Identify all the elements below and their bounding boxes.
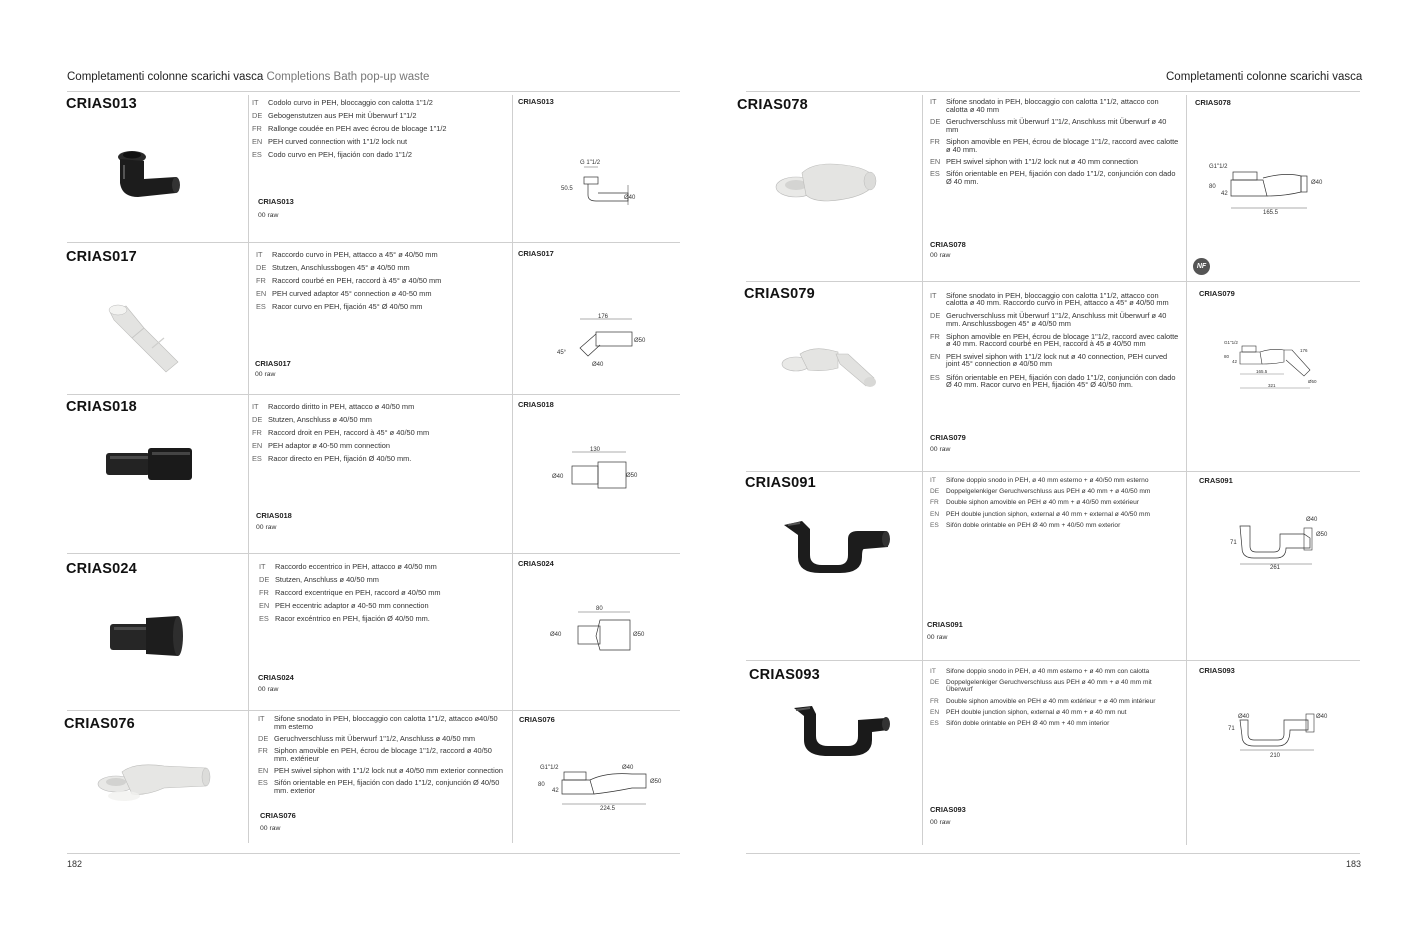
- desc-text: Rallonge coudée en PEH avec écrou de blocage 1"1/2: [268, 124, 447, 133]
- dim-label: 130: [590, 447, 601, 453]
- drawing-code: CRAS091: [1199, 476, 1233, 485]
- row-sep: [67, 710, 680, 711]
- lang-code: DE: [252, 111, 263, 120]
- desc-text: PEH swivel siphon with 1"1/2 lock nut ø 40 mm connection: [946, 157, 1138, 166]
- dim-label: Ø40: [552, 474, 564, 480]
- dim-label: Ø40: [622, 765, 634, 771]
- left-page-header: [67, 71, 429, 83]
- lang-code: DE: [256, 263, 267, 272]
- lang-code: DE: [930, 488, 940, 496]
- product-description: [930, 292, 1180, 394]
- dim-label: Ø50: [634, 338, 646, 344]
- dim-label: Ø40: [1316, 714, 1328, 720]
- dim-label: 176: [1300, 348, 1308, 353]
- left-header-rule: [67, 91, 680, 92]
- desc-text: Siphon amovible en PEH, écrou de blocage 1"1/2, raccord ø 40/50 mm. extérieur: [274, 746, 492, 763]
- left-col-sep-2: [512, 95, 513, 843]
- dim-label: G1"1/2: [1224, 340, 1238, 345]
- dim-label: 71: [1230, 540, 1237, 546]
- right-footer-rule: [746, 853, 1360, 854]
- lang-code: IT: [252, 402, 259, 411]
- product-ref: CRIAS024: [258, 673, 294, 682]
- drawing-code: CRIAS079: [1199, 289, 1235, 298]
- dim-label: 45°: [557, 350, 567, 356]
- dim-label: Ø50: [650, 779, 662, 785]
- dim-label: Ø40: [624, 195, 636, 201]
- desc-text: Sifone snodato in PEH, bloccaggio con calotta 1"1/2, attacco con calotta ø 40 mm: [946, 97, 1159, 114]
- dim-label: 176: [598, 314, 609, 320]
- desc-text: Geruchverschluss mit Überwurf 1"1/2, Anschluss mit Überwurf ø 40 mm. Anschlussbogen 45° ø 40/50 mm: [946, 311, 1167, 328]
- technical-drawing: [548, 600, 648, 665]
- product-description: [258, 715, 506, 799]
- dim-label: 42: [552, 788, 559, 794]
- right-col-sep-1: [922, 95, 923, 845]
- dim-label: G 1"1/2: [580, 160, 601, 166]
- desc-text: Sifón doble orintable en PEH Ø 40 mm + 40/50 mm exterior: [946, 521, 1121, 529]
- technical-drawing: [558, 155, 648, 210]
- dim-label: 224.5: [600, 806, 616, 812]
- lang-code: FR: [252, 124, 262, 133]
- drawing-code: CRIAS024: [518, 559, 554, 568]
- lang-code: FR: [258, 746, 268, 755]
- dim-label: 50.5: [561, 186, 573, 192]
- technical-drawing: [552, 312, 652, 377]
- product-code: CRIAS078: [737, 97, 808, 113]
- desc-text: Racor curvo en PEH, fijación 45° Ø 40/50 mm: [272, 302, 423, 311]
- lang-code: ES: [258, 778, 268, 787]
- lang-code: FR: [930, 697, 939, 705]
- desc-text: Sifone snodato in PEH, bloccaggio con calotta 1"1/2, attacco ø40/50 mm esterno: [274, 714, 498, 731]
- lang-code: EN: [930, 157, 941, 166]
- product-finish: 00 raw: [256, 524, 277, 531]
- product-finish: 00 raw: [258, 212, 279, 219]
- lang-code: FR: [252, 428, 262, 437]
- drawing-code: CRIAS017: [518, 249, 554, 258]
- lang-code: DE: [930, 679, 940, 687]
- product-photo-swivel-siphon: [772, 155, 887, 220]
- row-sep: [746, 660, 1360, 661]
- row-sep: [67, 394, 680, 395]
- lang-code: ES: [930, 521, 939, 529]
- product-description: [256, 250, 508, 315]
- dim-label: Ø40: [550, 632, 562, 638]
- product-code: CRIAS079: [744, 286, 815, 302]
- product-code: CRIAS013: [66, 96, 137, 112]
- technical-drawing: [1226, 512, 1336, 575]
- product-finish: 00 raw: [260, 825, 281, 832]
- dim-label: 80: [596, 606, 603, 612]
- technical-drawing: [1205, 158, 1335, 221]
- product-ref: CRIAS091: [927, 620, 963, 629]
- lang-code: IT: [930, 668, 936, 675]
- dim-label: 165.5: [1263, 210, 1279, 216]
- lang-code: DE: [930, 117, 941, 126]
- right-page-number: 183: [1346, 859, 1362, 869]
- product-photo-swivel-siphon-with-bend: [778, 340, 883, 400]
- desc-text: PEH double junction siphon, external ø 40 mm + ø 40 mm nut: [946, 708, 1127, 716]
- desc-text: Siphon amovible en PEH, écrou de blocage 1"1/2, raccord avec calotte ø 40 mm. Raccord courbé en PEH, raccord à 45 ø 40/50 mm: [946, 331, 1179, 349]
- dim-label: Ø50: [633, 632, 645, 638]
- product-photo-double-siphon: [790, 700, 895, 763]
- dim-label: 42: [1221, 191, 1228, 197]
- dim-label: Ø50: [1316, 532, 1328, 538]
- lang-code: ES: [930, 169, 940, 178]
- dim-label: 80: [1209, 184, 1216, 190]
- dim-label: 80: [538, 782, 545, 788]
- product-code: CRIAS018: [66, 399, 137, 415]
- desc-text: Siphon amovible en PEH, écrou de blocage 1"1/2, raccord avec calotte ø 40 mm.: [946, 137, 1179, 154]
- desc-text: PEH swivel siphon with 1"1/2 lock nut ø 40/50 mm exterior connection: [274, 766, 503, 775]
- dim-label: G1"1/2: [1209, 164, 1228, 170]
- desc-text: Raccord excentrique en PEH, raccord ø 40/50 mm: [275, 588, 441, 597]
- product-ref: CRIAS093: [930, 805, 966, 814]
- dim-label: Ø50: [1308, 379, 1317, 384]
- desc-text: PEH double junction siphon, external ø 40 mm + external ø 40/50 mm: [946, 510, 1150, 518]
- right-col-sep-2: [1186, 95, 1187, 845]
- lang-code: EN: [930, 352, 941, 362]
- lang-code: FR: [259, 588, 269, 597]
- desc-text: PEH swivel siphon with 1"1/2 lock nut ø 40 connection, PEH curved joint 45° connection ø 40/50 mm: [946, 352, 1168, 369]
- desc-text: Sifone doppio snodo in PEH, ø 40 mm esterno + ø 40 mm con calotta: [946, 668, 1150, 675]
- lang-code: ES: [930, 720, 939, 728]
- product-description: [930, 668, 1180, 731]
- lang-code: ES: [252, 150, 262, 159]
- lang-code: FR: [930, 499, 939, 507]
- product-finish: 00 raw: [930, 252, 951, 259]
- product-description: [252, 98, 507, 163]
- right-header-rule: [746, 91, 1360, 92]
- desc-text: PEH curved adaptor 45° connection ø 40-50 mm: [272, 289, 432, 298]
- desc-text: Raccordo diritto in PEH, attacco ø 40/50 mm: [268, 402, 415, 411]
- dim-label: 80: [1224, 354, 1230, 359]
- lang-code: FR: [930, 137, 940, 146]
- desc-text: Raccordo eccentrico in PEH, attacco ø 40/50 mm: [275, 562, 437, 571]
- desc-text: Sifón orientable en PEH, fijación con dado 1"1/2, conjunción Ø 40/50 mm. exterior: [274, 778, 500, 795]
- desc-text: Sifón orientable en PEH, fijación con dado 1"1/2, conjunción con dado Ø 40 mm.: [946, 169, 1176, 186]
- desc-text: Racor directo en PEH, fijación Ø 40/50 mm.: [268, 454, 412, 463]
- dim-label: 42: [1232, 359, 1238, 364]
- lang-code: IT: [258, 714, 265, 723]
- lang-code: IT: [930, 97, 937, 106]
- lang-code: FR: [930, 331, 940, 341]
- dim-label: 261: [1270, 565, 1281, 570]
- product-finish: 00 raw: [930, 446, 951, 453]
- product-code: CRIAS076: [64, 716, 135, 732]
- desc-text: Doppelgelenkiger Geruchverschluss aus PEH ø 40 mm + ø 40 mm mit Überwurf: [946, 679, 1152, 694]
- desc-text: PEH adaptor ø 40-50 mm connection: [268, 441, 391, 450]
- product-code: CRIAS024: [66, 561, 137, 577]
- product-photo-swivel-siphon: [94, 752, 214, 812]
- desc-text: PEH curved connection with 1"1/2 lock nut: [268, 137, 408, 146]
- product-ref: CRIAS013: [258, 197, 294, 206]
- drawing-code: CRIAS013: [518, 97, 554, 106]
- desc-text: Raccord droit en PEH, raccord à 45° ø 40/50 mm: [268, 428, 430, 437]
- product-photo-curved-adaptor: [104, 300, 189, 380]
- dim-label: Ø40: [1238, 714, 1250, 720]
- product-ref: CRIAS078: [930, 240, 966, 249]
- nf-certification-icon: NF: [1193, 258, 1210, 275]
- lang-code: DE: [259, 575, 270, 584]
- lang-code: IT: [930, 291, 937, 300]
- desc-text: Codolo curvo in PEH, bloccaggio con calotta 1"1/2: [268, 98, 433, 107]
- drawing-code: CRIAS076: [519, 715, 555, 724]
- dim-label: Ø40: [1311, 180, 1323, 186]
- drawing-code: CRIAS078: [1195, 98, 1231, 107]
- desc-text: Gebogenstutzen aus PEH mit Überwurf 1"1/2: [268, 111, 417, 120]
- lang-code: FR: [256, 276, 266, 285]
- desc-text: Geruchverschluss mit Überwurf 1"1/2, Anschluss ø 40/50 mm: [274, 734, 476, 743]
- desc-text: Raccordo curvo in PEH, attacco a 45° ø 40/50 mm: [272, 250, 438, 259]
- row-sep: [746, 281, 1360, 282]
- product-ref: CRIAS017: [255, 359, 291, 368]
- product-description: [259, 562, 509, 627]
- technical-drawing: [1224, 704, 1334, 767]
- dim-label: Ø50: [626, 473, 638, 479]
- technical-drawing: [1222, 336, 1332, 399]
- product-code: CRIAS093: [749, 667, 820, 683]
- desc-text: Geruchverschluss mit Überwurf 1"1/2, Anschluss mit Überwurf ø 40 mm: [946, 117, 1167, 134]
- dim-label: 165.5: [1256, 369, 1268, 374]
- product-code: CRIAS017: [66, 249, 137, 265]
- desc-text: Racor excéntrico en PEH, fijación Ø 40/50 mm.: [275, 614, 430, 623]
- product-photo-double-siphon: [778, 515, 893, 580]
- desc-text: Sifone snodato in PEH, bloccaggio con calotta 1"1/2, attacco con calotta ø 40 mm. Raccordo curvo in PEH, attacco a 45° ø 40/50 mm: [946, 291, 1169, 308]
- left-footer-rule: [67, 853, 680, 854]
- lang-code: DE: [252, 415, 263, 424]
- drawing-code: CRIAS018: [518, 400, 554, 409]
- row-sep: [67, 242, 680, 243]
- product-photo-eccentric-adaptor: [106, 610, 186, 670]
- lang-code: EN: [252, 137, 263, 146]
- lang-code: EN: [252, 441, 263, 450]
- product-finish: 00 raw: [930, 819, 951, 826]
- row-sep: [746, 471, 1360, 472]
- lang-code: EN: [259, 601, 270, 610]
- lang-code: EN: [930, 510, 940, 518]
- product-code: CRIAS091: [745, 475, 816, 491]
- lang-code: ES: [930, 372, 940, 382]
- desc-text: Doppelgelenkiger Geruchverschluss aus PEH ø 40 mm + ø 40/50 mm: [946, 488, 1151, 496]
- dim-label: 210: [1270, 753, 1281, 759]
- desc-text: Sifón orientable en PEH, fijación con dado 1"1/2, conjunción con dado Ø 40 mm. Racor curvo en PEH, fijación 45° Ø 40/50 mm.: [946, 372, 1176, 389]
- product-ref: CRIAS018: [256, 511, 292, 520]
- row-sep: [67, 553, 680, 554]
- left-header-title: Completamenti colonne scarichi vasca: [67, 71, 264, 83]
- product-finish: 00 raw: [255, 371, 276, 378]
- product-photo-curved-connection: [110, 145, 185, 210]
- lang-code: EN: [258, 766, 269, 775]
- product-photo-straight-adaptor: [102, 444, 197, 489]
- desc-text: Raccord courbé en PEH, raccord à 45° ø 40/50 mm: [272, 276, 442, 285]
- product-description: [930, 98, 1180, 190]
- desc-text: Double siphon amovible en PEH ø 40 mm + ø 40/50 mm extérieur: [946, 499, 1139, 507]
- product-ref: CRIAS076: [260, 811, 296, 820]
- lang-code: DE: [930, 311, 941, 321]
- technical-drawing: [548, 444, 643, 499]
- product-finish: 00 raw: [258, 686, 279, 693]
- product-ref: CRIAS079: [930, 433, 966, 442]
- dim-label: 71: [1228, 726, 1235, 732]
- lang-code: IT: [259, 562, 266, 571]
- dim-label: 321: [1268, 383, 1276, 388]
- left-page-number: 182: [67, 859, 83, 869]
- product-description: [930, 477, 1180, 533]
- lang-code: EN: [256, 289, 267, 298]
- dim-label: G1"1/2: [540, 765, 559, 771]
- lang-code: ES: [252, 454, 262, 463]
- lang-code: EN: [930, 708, 940, 716]
- drawing-code: CRIAS093: [1199, 666, 1235, 675]
- lang-code: IT: [252, 98, 259, 107]
- lang-code: ES: [259, 614, 269, 623]
- desc-text: Stutzen, Anschluss ø 40/50 mm: [268, 415, 372, 424]
- lang-code: DE: [258, 734, 269, 743]
- left-header-subtitle: Completions Bath pop-up waste: [266, 71, 430, 83]
- desc-text: Codo curvo en PEH, fijación con dado 1"1/2: [268, 150, 412, 159]
- dim-label: Ø40: [592, 362, 604, 368]
- desc-text: Sifone doppio snodo in PEH, ø 40 mm esterno + ø 40/50 mm esterno: [946, 477, 1149, 484]
- product-finish: 00 raw: [927, 634, 948, 641]
- right-page-header: Completamenti colonne scarichi vasca: [1166, 71, 1363, 83]
- desc-text: PEH eccentric adaptor ø 40-50 mm connection: [275, 601, 429, 610]
- desc-text: Stutzen, Anschluss ø 40/50 mm: [275, 575, 379, 584]
- product-description: [252, 402, 507, 467]
- dim-label: Ø40: [1306, 517, 1318, 523]
- technical-drawing: [536, 758, 671, 818]
- desc-text: Sifón doble orintable en PEH Ø 40 mm + 40 mm interior: [946, 720, 1110, 728]
- left-col-sep-1: [248, 95, 249, 843]
- lang-code: IT: [930, 477, 936, 484]
- lang-code: ES: [256, 302, 266, 311]
- lang-code: IT: [256, 250, 263, 259]
- desc-text: Stutzen, Anschlussbogen 45° ø 40/50 mm: [272, 263, 410, 272]
- desc-text: Double siphon amovible en PEH ø 40 mm extérieur + ø 40 mm intérieur: [946, 697, 1156, 705]
